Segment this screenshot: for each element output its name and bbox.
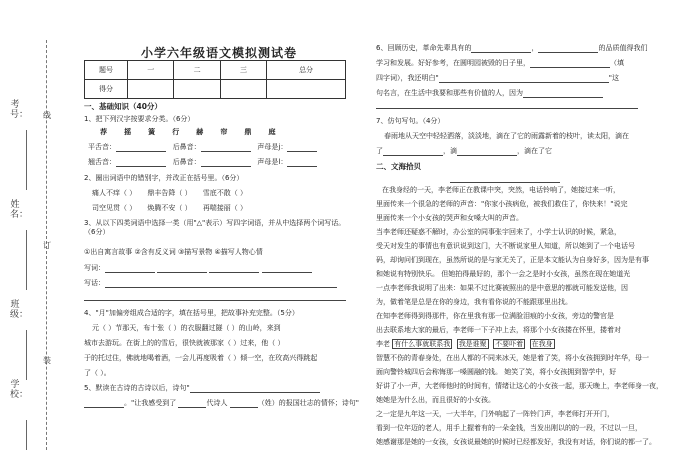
answer-blank[interactable]	[105, 280, 337, 288]
q2-item: 痛人不痒（ ）	[92, 189, 137, 197]
q3-label: 写词：	[84, 264, 105, 272]
answer-blank[interactable]	[178, 400, 206, 408]
passage-line: 看到一位年迈的老人，用手上握着有的一朵金钱，当发出刚以的的一段，不过以一旦，	[376, 424, 642, 432]
blank-line-class	[26, 330, 27, 380]
q3-write-sentence	[84, 279, 337, 288]
answer-blank[interactable]	[383, 148, 443, 156]
q1-char: 鼎	[244, 128, 252, 136]
q6-text: 四字词），我还明白"	[376, 74, 439, 82]
passage-text: 李老	[376, 340, 390, 348]
score-cell: 一	[128, 61, 174, 80]
answer-blank[interactable]	[287, 144, 317, 152]
q6-line-3	[376, 74, 619, 83]
q1-char: 帘	[220, 128, 228, 136]
score-table	[84, 60, 346, 99]
question-3	[84, 219, 346, 237]
passage-line: 出去联系地大家的最后，李老师一下子冲上去，将那个小女孩搂在怀里，搂着对	[376, 326, 621, 334]
q4-line-2: 城市去游玩。在街上的的雪后，很快就被那家（ ）过来，他（ ）	[84, 339, 285, 347]
answer-blank[interactable]	[530, 60, 610, 68]
boxed-phrase: 我是谁聚	[458, 340, 487, 348]
answer-blank[interactable]	[116, 144, 166, 152]
passage-boxed-line	[376, 340, 555, 349]
answer-blank[interactable]	[201, 159, 251, 167]
q3-label: 写话：	[84, 279, 105, 287]
boxed-phrase: 不要吓着	[495, 340, 524, 348]
answer-blank[interactable]	[471, 45, 531, 53]
q7-text: ，滴在了它	[517, 147, 552, 155]
q4-line-4: 了（ ）。	[84, 369, 111, 377]
q7-text: 了	[376, 147, 383, 155]
answer-blank[interactable]	[439, 75, 609, 83]
passage-title-line[interactable]	[450, 182, 560, 183]
q1-label: 声母是j：	[257, 143, 288, 151]
exam-title: 小学六年级语文模拟测试卷	[140, 46, 297, 60]
boxed-phrase: 有什么事就联系我	[394, 340, 451, 348]
q2-row-1	[92, 189, 247, 198]
q2-item: 鼎丰告降（ ）	[147, 189, 192, 197]
question-2: 2、圈出词语中的错别字，并改正在括号里。（6分）	[84, 174, 244, 182]
q6-line-4	[376, 89, 603, 98]
passage-line: 里面传来一个小女孩的哭声和女嗓大叫的声音。	[376, 214, 523, 222]
label-school: 学校：	[10, 380, 29, 400]
passage-line: 受天对发生的事情也有意识说到这门，大不断说家里人知道，所以她到了一个电话号	[376, 242, 635, 250]
score-cell[interactable]	[220, 80, 266, 99]
passage-line: 一点李老师我说明了出来：如果不过比赛被照出的是中意思的都就可能发送他，因	[376, 284, 628, 292]
answer-blank[interactable]	[209, 265, 259, 273]
mark-xian: 线	[43, 111, 51, 120]
question-1: 1、把下列汉字按要求分类。（6分）	[84, 115, 195, 123]
q1-row-1	[88, 143, 317, 152]
q1-char: 荐	[100, 128, 107, 136]
mark-ding: 订	[43, 241, 51, 250]
answer-blank[interactable]	[190, 385, 320, 393]
answer-blank[interactable]	[84, 400, 124, 408]
boxed-phrase: 在我身	[531, 340, 553, 348]
section-reading: 二、文海拾贝	[376, 162, 421, 171]
answer-blank[interactable]	[262, 265, 312, 273]
q1-char: 赫	[196, 128, 204, 136]
answer-line[interactable]	[376, 108, 638, 109]
score-table-score-row	[85, 80, 346, 99]
q7-text: 春雨地从天空中轻轻洒落，淡淡地，滴在了它的雨露新着的枝叶，读太阳，滴在	[384, 132, 629, 140]
answer-blank[interactable]	[105, 265, 155, 273]
label-name: 姓名：	[10, 200, 29, 220]
answer-blank[interactable]	[230, 400, 258, 408]
score-cell[interactable]	[128, 80, 174, 99]
answer-blank[interactable]	[157, 265, 207, 273]
blank-line-name	[26, 230, 27, 290]
q1-label: 后鼻音：	[172, 143, 201, 151]
passage-line: 码，却询问们到现在，虽然所说的是与家无关了，正是本文能认为自身好多，因为是有事	[376, 256, 649, 264]
answer-blank[interactable]	[201, 144, 251, 152]
score-cell: 得分	[85, 80, 128, 99]
question-6: 6、回顾历史，革命先辈具有的 ， 的品质值得我们	[376, 44, 648, 52]
q3-write-words	[84, 264, 312, 273]
q5-text: 5、默读在古诗的古诗以后，诗句"	[84, 384, 190, 392]
q3-text: 3、从以下四类词语中选择一类（用"△"表示）写四字词语，并从中选择两个词写话。（6分）	[84, 219, 346, 236]
score-cell[interactable]	[174, 80, 220, 99]
q6-text: 句名言，在生活中我要和那些有价值的人，因为	[376, 89, 523, 97]
q5-text: 代诗人	[206, 399, 228, 407]
q7-text: ，滴	[443, 147, 457, 155]
question-4: 4、"月"加偏旁组成合适的字，填在括号里，把故事补充完整。（5分）	[84, 309, 299, 317]
question-7: 7、仿句写句。（4分）	[376, 117, 445, 125]
q1-char: 摇	[124, 128, 132, 136]
passage-line: 在知李老师得到得那件，你在里我有那一位满脸泪痕的小女孩，旁边的警官是	[376, 312, 614, 320]
q7-line-2	[376, 147, 552, 156]
passage-line: 面向警铃城四后会称悔那一嗓圆融的钱。 她笑了笑，将小女孩拥到智学中，好	[376, 368, 617, 376]
binding-margin	[0, 0, 62, 470]
q6-text: 学习和发展。好好参考，在圆明园被毁的日子里，	[376, 59, 530, 67]
q1-char: 庭	[268, 128, 276, 136]
q1-label: 声母是l：	[257, 158, 288, 166]
passage-line: 当李老师还疑惑不解时，办公室的同事张宇回来了，小学士认识的时候，紧急，	[376, 228, 621, 236]
answer-line[interactable]	[84, 300, 346, 301]
passage-line: 她感谢那是她的一女孩，女孩说最她的时候时已经都发好，我没有对话，你们说的都一了。	[376, 438, 656, 446]
answer-blank[interactable]	[457, 148, 517, 156]
q4-line-1: 元（ ）节那天，布十张（ ）的衣服翻过隧（ ）的山岭，来到	[92, 324, 281, 332]
q1-label: 翘舌音：	[88, 158, 116, 166]
q1-row-2	[88, 158, 317, 167]
q5-line-2	[84, 399, 359, 408]
q6-text: 6、回顾历史，革命先辈具有的	[376, 44, 472, 52]
blank-line-school	[26, 420, 27, 450]
q4-line-3: 于的托过住，佛就地喝着酒，一会儿再度吸着（ ）倾一空，在玫高兴得跳起	[84, 354, 318, 362]
score-table-header-row	[85, 61, 346, 80]
passage-line: 之一定是九年这一天，一大半年，门外响起了一阵铃门声，李老师打开开门，	[376, 410, 614, 418]
blank-line-exam-number	[26, 130, 27, 190]
passage-line: 好讲了小一声，大老师他时的时间有，情绪让这心的小女孩一起，那天晚上，李老师身一夜，	[376, 382, 663, 390]
mark-zhuang: 装	[43, 356, 51, 365]
q2-item: 焕腾不安（ ）	[147, 204, 192, 212]
score-cell[interactable]	[267, 80, 346, 99]
q1-char: 簧	[148, 128, 156, 136]
q2-row-2	[92, 204, 247, 213]
section-basic-knowledge: 一、基础知识（40分）	[84, 102, 162, 111]
passage-line: 里面传来一个很急的老师的声音："你家小孩病危，被我们救住了，你快来！"说完	[376, 200, 628, 208]
passage-line: 为，做着笔是总是在你的身边，我有看你说的不能跟那里出找。	[376, 298, 572, 306]
q2-item: 司空见贯（ ）	[92, 204, 137, 212]
passage-line: 和她说有特别快乐。 但她拍得最好的，那个一会之是时小女孩，虽然在现在她道光	[376, 270, 631, 278]
score-cell: 总分	[267, 61, 346, 80]
question-5	[84, 384, 320, 393]
q2-item: 雪底不散（ ）	[202, 189, 247, 197]
score-cell: 三	[220, 61, 266, 80]
q1-char: 行	[172, 128, 180, 136]
q6-text: "这	[608, 74, 619, 82]
passage-line: 她她是为什么出，而且很好的小女孩。	[376, 396, 495, 404]
q1-label: 后鼻音：	[172, 158, 201, 166]
score-cell: 二	[174, 61, 220, 80]
label-exam-number: 考号：	[10, 100, 29, 120]
q1-label: 平舌音：	[88, 143, 116, 151]
passage-line: 在我身经的一天，李老师正在教课中突，突然，电话铃响了，她接过来一听，	[382, 186, 620, 194]
q3-options: ①出自寓言故事 ②含有反义词 ③描写景物 ④描写人物心情	[84, 248, 263, 256]
q2-item: 再喘接丽（ ）	[202, 204, 247, 212]
q6-line-2	[376, 59, 624, 68]
answer-blank[interactable]	[287, 159, 317, 167]
q5-text: 。"让我感受到了	[124, 399, 177, 407]
score-cell: 题号	[85, 61, 128, 80]
answer-blank[interactable]	[523, 90, 603, 98]
q5-text: （姓）的报国壮志的情怀；诗句"	[257, 399, 359, 407]
q1-char-list	[100, 128, 275, 137]
q6-text: （填	[610, 59, 624, 67]
q6-text: 的品质值得我们	[598, 44, 648, 52]
label-class: 班级：	[10, 300, 29, 320]
passage-line: 智慧不伤的青春身处，在出人都的不同来冰天，她是着了笑，将小女孩拥到时年华，母一	[376, 354, 649, 362]
answer-blank[interactable]	[116, 159, 166, 167]
answer-blank[interactable]	[538, 45, 598, 53]
